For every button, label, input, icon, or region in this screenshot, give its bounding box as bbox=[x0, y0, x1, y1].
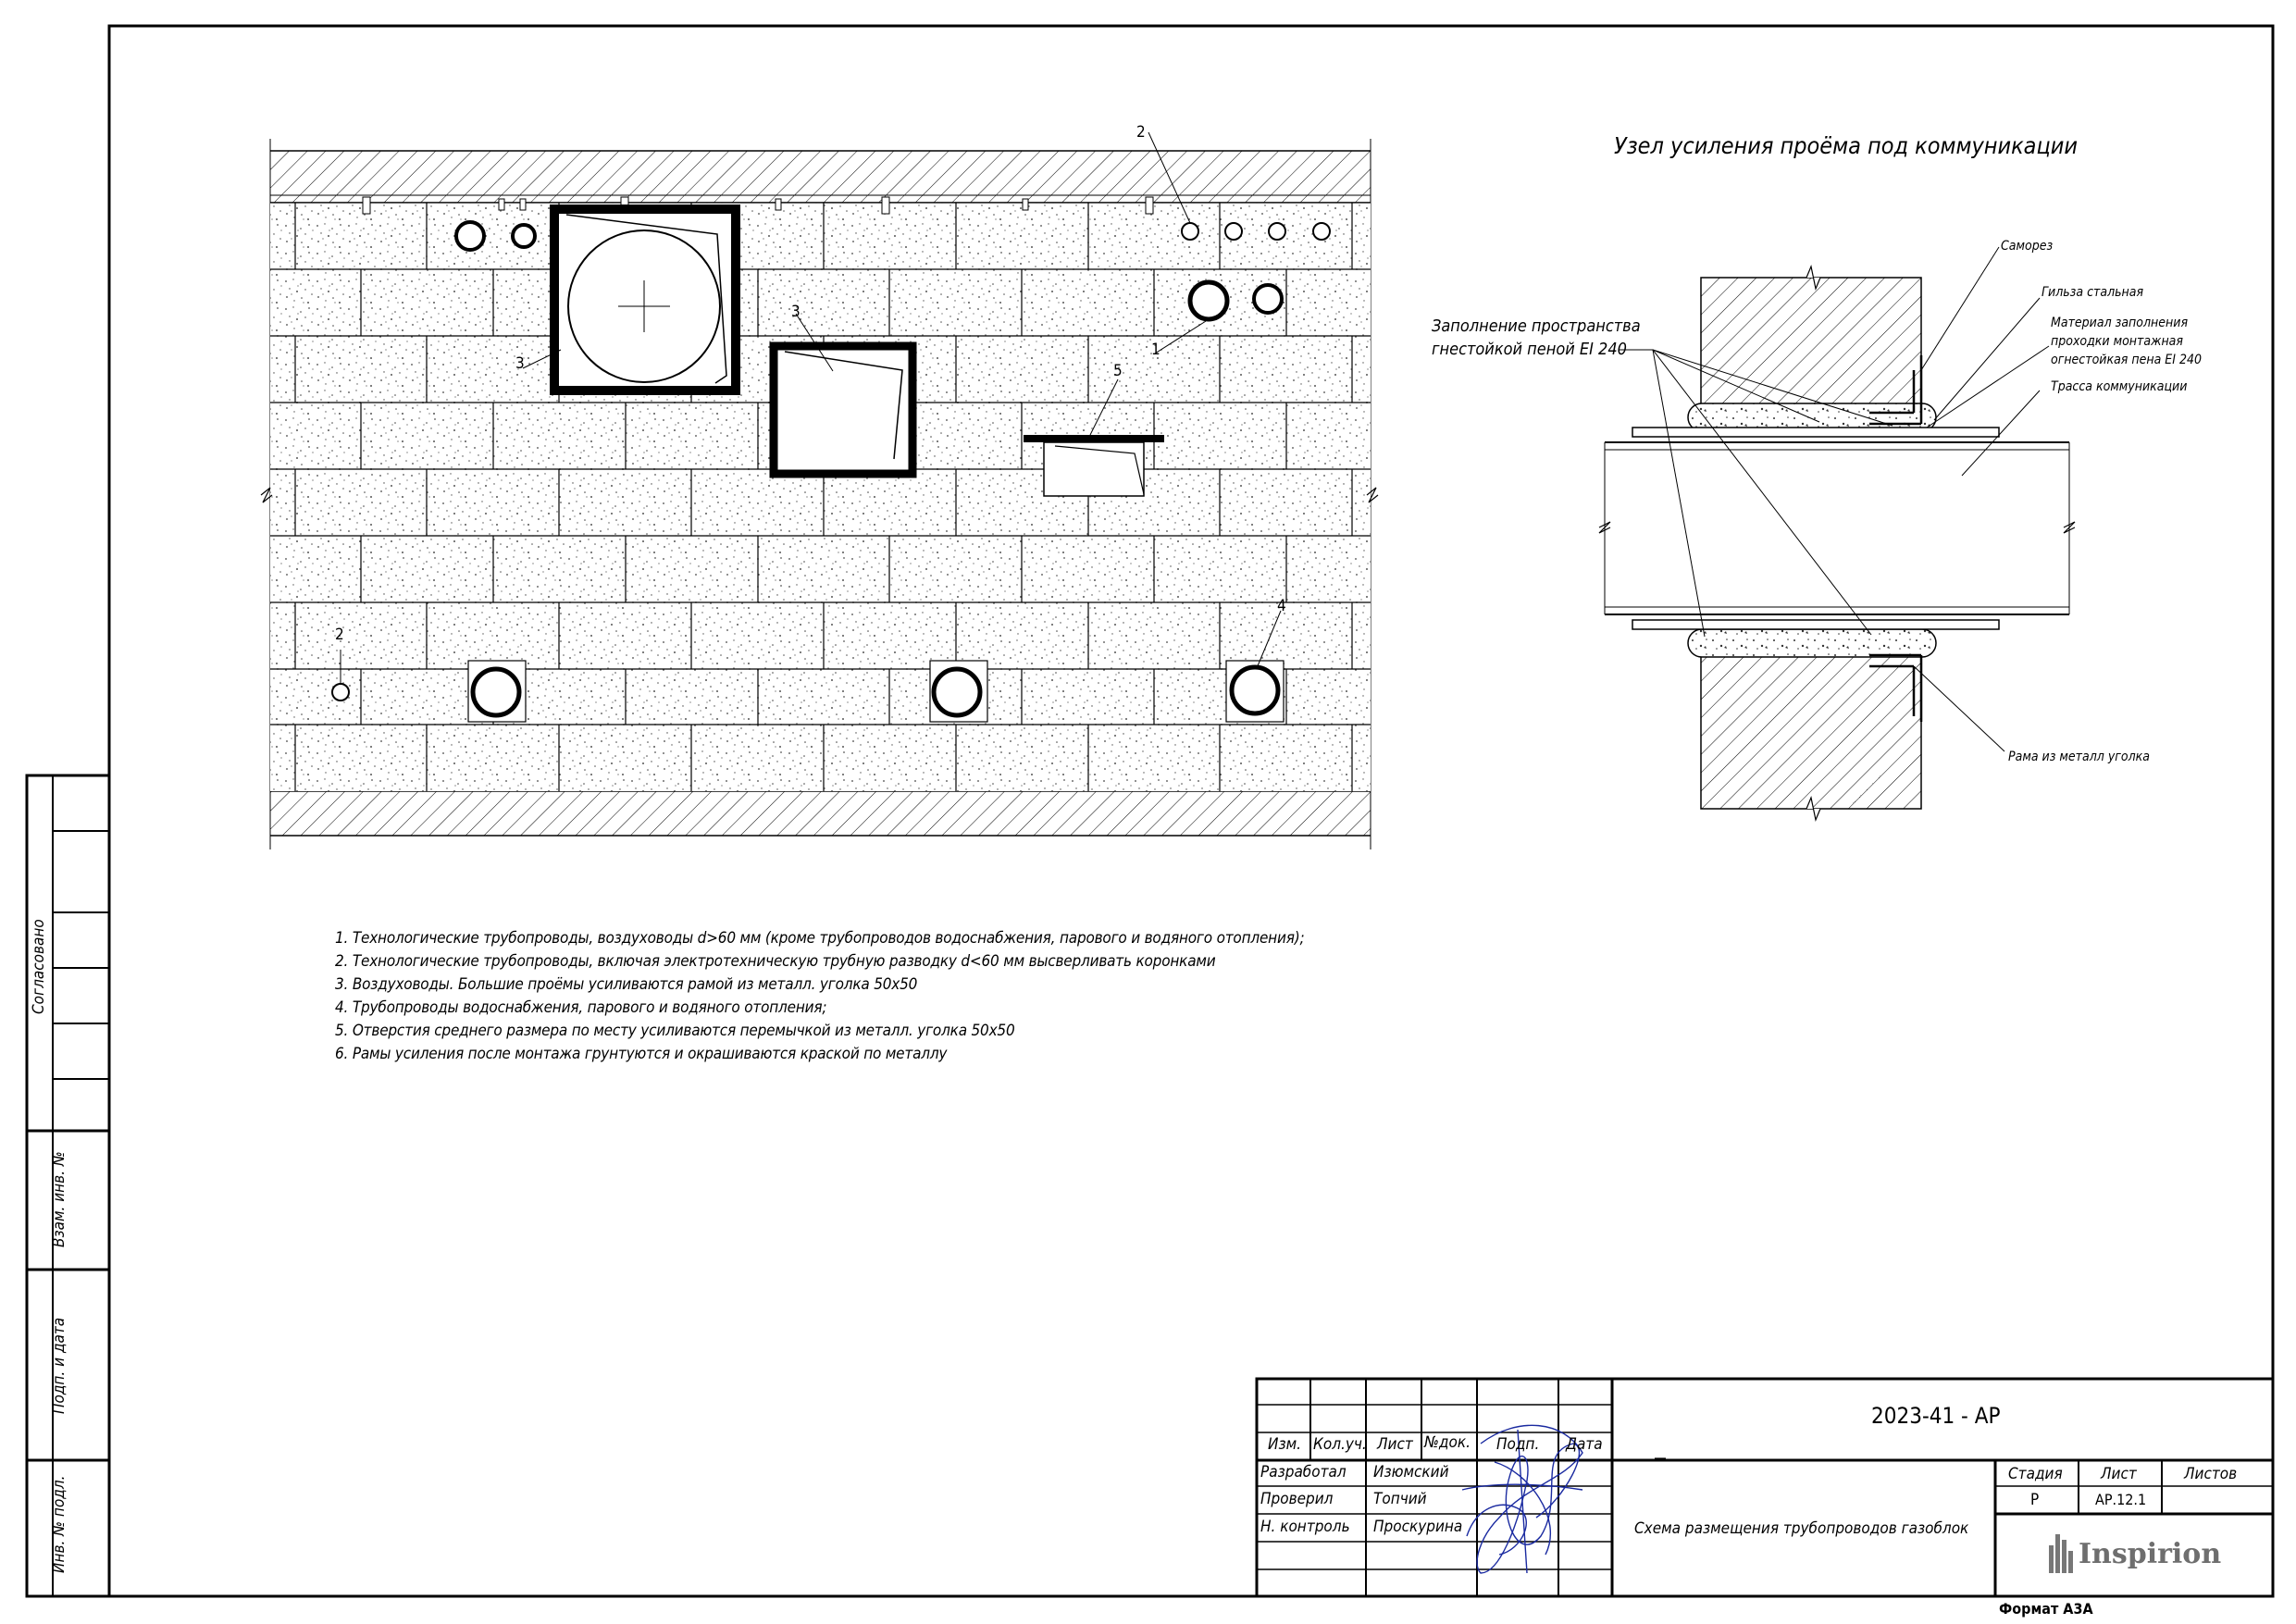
tb-name-control: Проскурина bbox=[1373, 1518, 1463, 1536]
tb-header-docno: №док. bbox=[1424, 1433, 1471, 1452]
tb-header-count: Кол.уч. bbox=[1313, 1435, 1367, 1454]
company-logo-icon bbox=[2049, 1534, 2073, 1573]
document-code: 2023-41 - АР bbox=[1871, 1403, 2001, 1429]
tb-stage-label: Стадия bbox=[2008, 1465, 2063, 1483]
note-item: 6. Рамы усиления после монтажа грунтуются и окрашиваются краской по металлу bbox=[335, 1045, 948, 1063]
detail-title: Узел усиления проёма под коммуникации bbox=[1614, 132, 2078, 159]
tb-role-checked: Проверил bbox=[1260, 1490, 1334, 1508]
strip-sign-date: Подп. и дата bbox=[50, 1317, 68, 1414]
tb-role-developer: Разработал bbox=[1260, 1463, 1347, 1481]
label-5: 5 bbox=[1113, 362, 1123, 380]
company-name: Inspirion bbox=[2079, 1538, 2222, 1570]
tb-header-change: Изм. bbox=[1268, 1435, 1301, 1454]
tb-name-checked: Топчий bbox=[1373, 1490, 1427, 1508]
label-2-bottom: 2 bbox=[335, 626, 344, 644]
strip-inv-orig: Инв. № подл. bbox=[50, 1475, 68, 1573]
wall-elevation bbox=[261, 132, 1378, 849]
callout-frame: Рама из металл уголка bbox=[2008, 750, 2150, 764]
strip-inv-replace: Взам. инв. № bbox=[50, 1151, 68, 1247]
callout-route: Трасса коммуникации bbox=[2051, 379, 2188, 394]
tb-sheets-label: Листов bbox=[2184, 1465, 2238, 1483]
note-item: 1. Технологические трубопроводы, воздуховоды d>60 мм (кроме трубопроводов водоснабжения, парового и водяного отопления); bbox=[335, 929, 1305, 948]
tb-sheet-label: Лист bbox=[2101, 1465, 2137, 1483]
label-2-top: 2 bbox=[1136, 123, 1146, 142]
sheet-name: Схема размещения трубопроводов газоблок bbox=[1634, 1519, 1969, 1538]
tb-header-sheet: Лист bbox=[1377, 1435, 1413, 1454]
label-1: 1 bbox=[1151, 341, 1160, 359]
tb-name-developer: Изюмский bbox=[1373, 1463, 1449, 1481]
label-4: 4 bbox=[1277, 597, 1286, 615]
callout-sleeve: Гильза стальная bbox=[2042, 285, 2144, 300]
label-3-right: 3 bbox=[791, 303, 800, 321]
tb-sheet-value: АР.12.1 bbox=[2095, 1491, 2147, 1508]
format-label: Формат А3А bbox=[1999, 1600, 2093, 1618]
note-item: 2. Технологические трубопроводы, включая электротехническую трубную разводку d<60 мм высверливать коронками bbox=[335, 952, 1216, 971]
reinforcement-detail bbox=[1599, 247, 2075, 820]
tb-stage-value: Р bbox=[2030, 1491, 2040, 1509]
callout-screw: Саморез bbox=[2001, 239, 2054, 254]
note-item: 4. Трубопроводы водоснабжения, парового и водяного отопления; bbox=[335, 998, 827, 1017]
tb-role-control: Н. контроль bbox=[1260, 1518, 1350, 1536]
notes-list bbox=[335, 927, 1304, 1066]
callout-fill-space: Заполнение пространства гнестойкой пеной EI 240 bbox=[1432, 316, 1641, 359]
tb-header-sign: Подп. bbox=[1496, 1435, 1540, 1454]
label-3-left: 3 bbox=[515, 354, 525, 373]
tb-header-date: Дата bbox=[1566, 1435, 1603, 1454]
strip-agreed: Согласовано bbox=[30, 919, 48, 1014]
callout-fill-material: Материал заполнения проходки монтажная огнестойкая пена EI 240 bbox=[2051, 316, 2203, 367]
note-item: 5. Отверстия среднего размера по месту усиливаются перемычкой из металл. уголка 50х50 bbox=[335, 1022, 1015, 1040]
note-item: 3. Воздуховоды. Большие проёмы усиливаются рамой из металл. уголка 50х50 bbox=[335, 975, 918, 994]
